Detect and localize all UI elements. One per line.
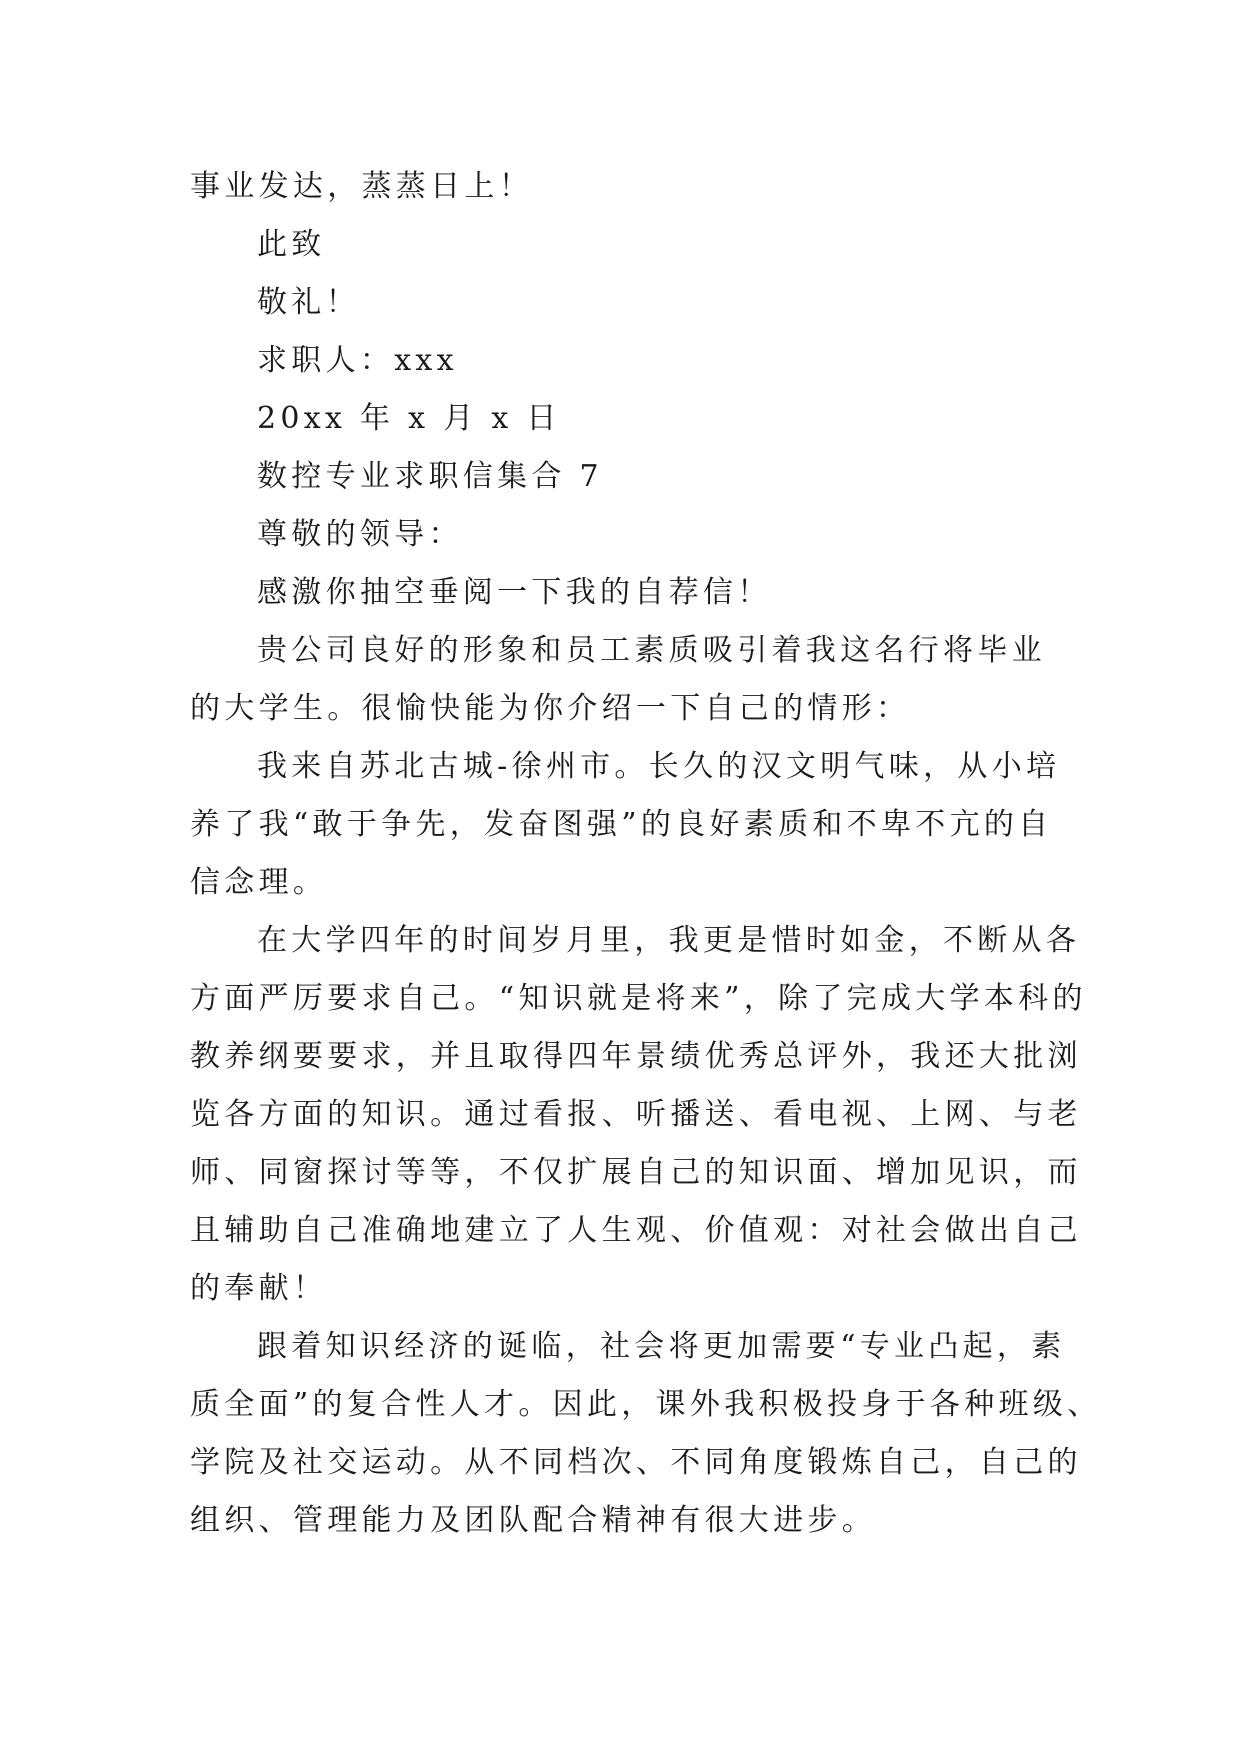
text-line: 感激你抽空垂阅一下我的自荐信！	[257, 575, 772, 610]
document-body	[190, 158, 1102, 1550]
text-line: 方面严厉要求自己。“知识就是将来”，除了完成大学本科的	[190, 981, 1087, 1016]
text-line: 质全面”的复合性人才。因此，课外我积极投身于各种班级、	[190, 1387, 1102, 1422]
text-line: 的大学生。很愉快能为你介绍一下自己的情形：	[190, 691, 911, 726]
text-line: 贵公司良好的形象和员工素质吸引着我这名行将毕业	[257, 633, 1046, 668]
text-line: 在大学四年的时间岁月里，我更是惜时如金，不断从各	[257, 923, 1081, 958]
text-line: 教养纲要要求，并且取得四年景绩优秀总评外，我还大批浏	[190, 1039, 1082, 1074]
text-line: 20xx 年 x 月 x 日	[257, 401, 561, 436]
text-line: 此致	[257, 227, 326, 262]
text-line: 事业发达，蒸蒸日上！	[190, 169, 533, 204]
text-line: 览各方面的知识。通过看报、听播送、看电视、上网、与老	[190, 1097, 1082, 1132]
text-line: 求职人：xxx	[257, 343, 458, 378]
text-line: 的奉献！	[190, 1271, 328, 1306]
text-line: 尊敬的领导：	[257, 517, 463, 552]
text-line: 师、同窗探讨等等，不仅扩展自己的知识面、增加见识，而	[190, 1155, 1082, 1190]
text-line: 养了我“敢于争先，发奋图强”的良好素质和不卑不亢的自	[190, 807, 1053, 842]
text-line: 我来自苏北古城-徐州市。长久的汉文明气味，从小培	[257, 749, 1061, 784]
text-line: 学院及社交运动。从不同档次、不同角度锻炼自己，自己的	[190, 1445, 1082, 1480]
text-line: 组织、管理能力及团队配合精神有很大进步。	[190, 1503, 876, 1538]
text-line: 跟着知识经济的诞临，社会将更加需要“专业凸起，素	[257, 1329, 1066, 1364]
text-line: 信念理。	[190, 865, 328, 900]
text-line: 数控专业求职信集合 7	[257, 459, 603, 494]
text-line: 敬礼！	[257, 285, 360, 320]
text-line: 且辅助自己准确地建立了人生观、价值观：对社会做出自己	[190, 1213, 1082, 1248]
